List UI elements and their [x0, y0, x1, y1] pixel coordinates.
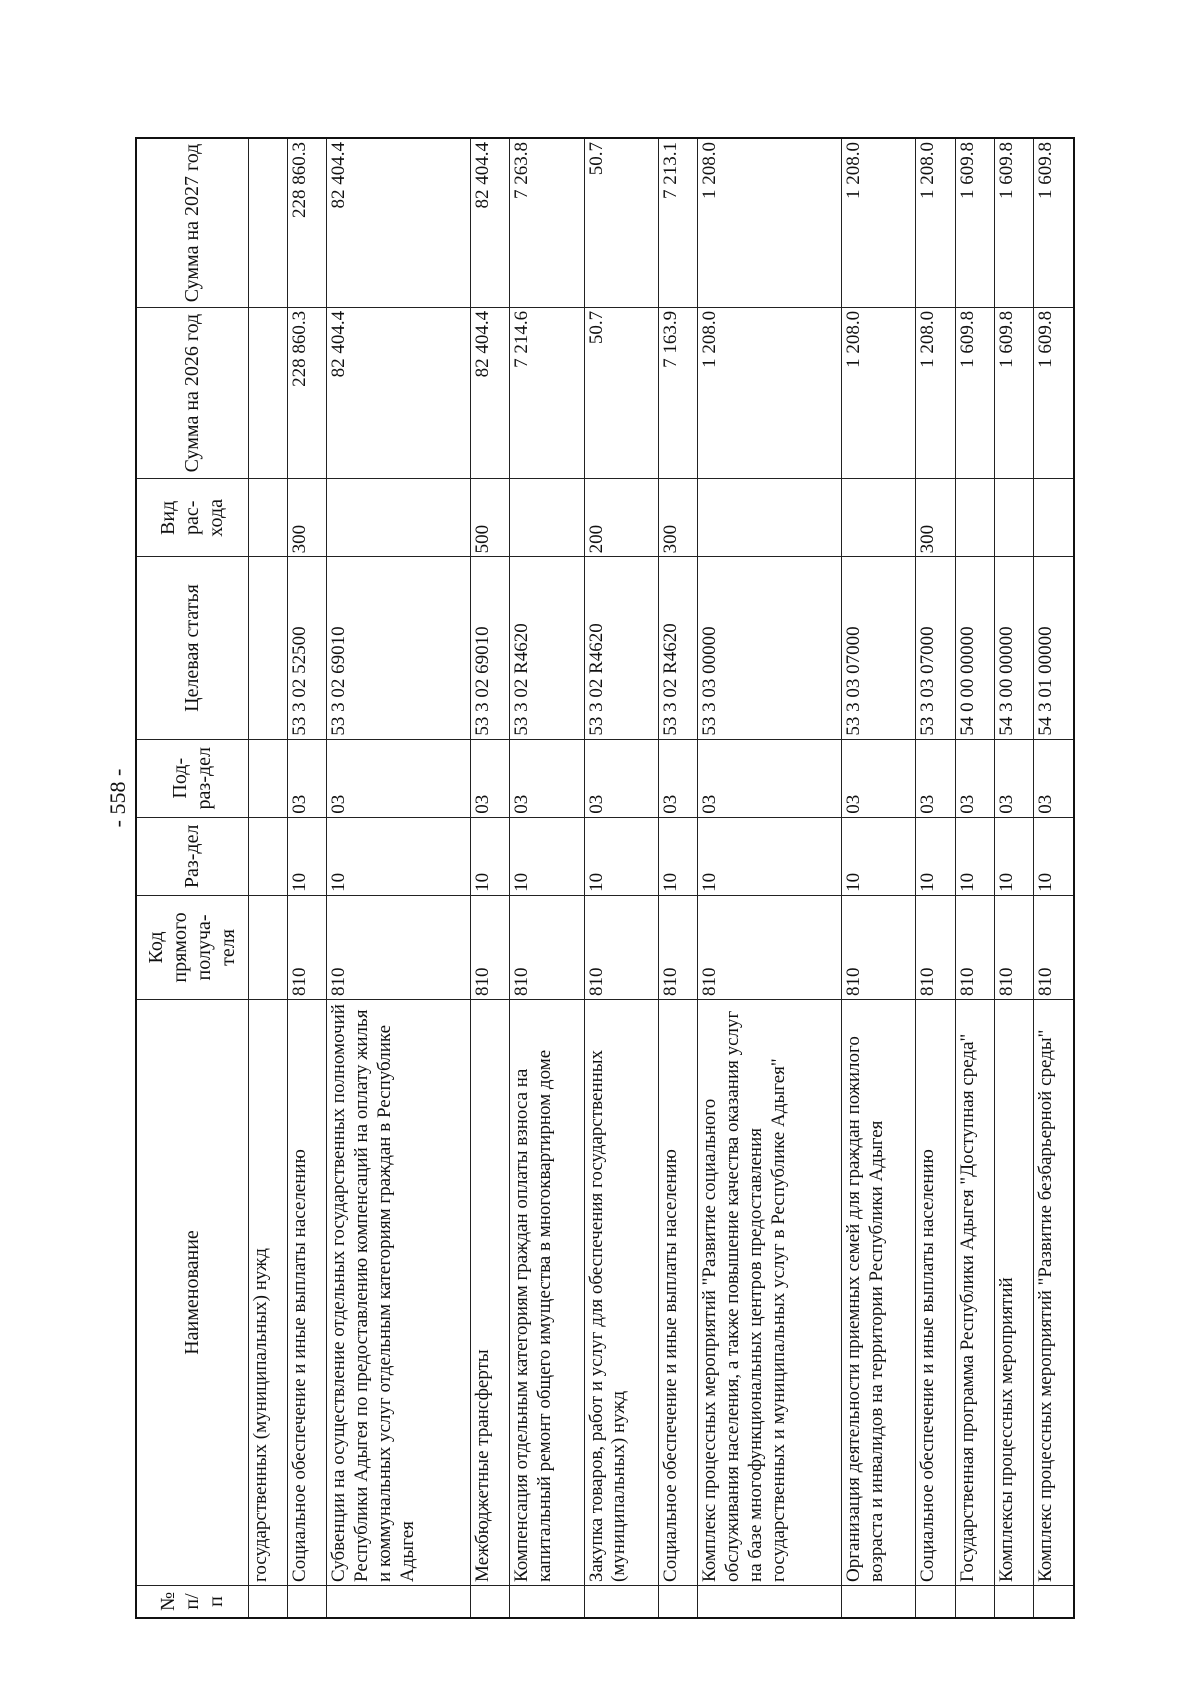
table-row: [1034, 138, 1074, 1618]
header-sum-2027: Сумма на 2027 год: [136, 138, 248, 307]
table-row: [994, 138, 1033, 1618]
row-subsection: 03: [471, 739, 510, 817]
row-section: 10: [916, 817, 955, 895]
row-recipient: 810: [841, 895, 915, 999]
row-sum-2027: 1 208.0: [698, 138, 842, 307]
header-row: [136, 138, 248, 1618]
row-no: [955, 1585, 994, 1618]
row-subsection: 03: [1034, 739, 1074, 817]
page-number: - 558 -: [105, 768, 130, 828]
row-recipient: 810: [510, 895, 584, 999]
row-sum-2026: 50.7: [584, 307, 658, 478]
row-target: 53 3 03 07000: [916, 557, 955, 739]
table-row: [698, 138, 842, 1618]
row-name: Комплекс процессных мероприятий "Развитие социального обслуживания населения, а также повышение качества оказания услуг на базе многофункциональных центров предоставления государственных и муниципальных услуг в Республике Адыгея": [698, 1000, 842, 1586]
row-name: Государственная программа Республики Адыгея "Доступная среда": [955, 1000, 994, 1586]
row-name: Комплекс процессных мероприятий "Развитие безбарьерной среды": [1034, 1000, 1074, 1586]
row-sum-2026: 228 860.3: [287, 307, 326, 478]
row-subsection: 03: [698, 739, 842, 817]
header-no: № п/п: [136, 1585, 248, 1618]
row-name: государственных (муниципальных) нужд: [248, 1000, 287, 1586]
row-no: [327, 1585, 471, 1618]
row-target: 53 3 03 00000: [698, 557, 842, 739]
row-sum-2027: 1 208.0: [916, 138, 955, 307]
table-row: [248, 138, 287, 1618]
row-subsection: 03: [955, 739, 994, 817]
row-sum-2026: 1 609.8: [955, 307, 994, 478]
row-no: [248, 1585, 287, 1618]
row-sum-2026: 1 609.8: [1034, 307, 1074, 478]
row-section: 10: [698, 817, 842, 895]
row-expense: [994, 479, 1033, 557]
row-expense: [841, 479, 915, 557]
row-recipient: 810: [698, 895, 842, 999]
row-subsection: 03: [287, 739, 326, 817]
table-row: [916, 138, 955, 1618]
row-sum-2027: 82 404.4: [327, 138, 471, 307]
row-section: 10: [841, 817, 915, 895]
row-subsection: 03: [994, 739, 1033, 817]
row-expense: [1034, 479, 1074, 557]
row-recipient: 810: [327, 895, 471, 999]
row-sum-2027: 228 860.3: [287, 138, 326, 307]
row-expense: [510, 479, 584, 557]
row-expense: 300: [916, 479, 955, 557]
row-recipient: 810: [287, 895, 326, 999]
table-row: [510, 138, 584, 1618]
row-target: 54 0 00 00000: [955, 557, 994, 739]
row-recipient: 810: [658, 895, 697, 999]
row-sum-2027: 50.7: [584, 138, 658, 307]
row-recipient: 810: [916, 895, 955, 999]
row-subsection: 03: [841, 739, 915, 817]
row-expense: 200: [584, 479, 658, 557]
row-section: [248, 817, 287, 895]
row-section: 10: [994, 817, 1033, 895]
row-no: [916, 1585, 955, 1618]
row-name: Социальное обеспечение и иные выплаты населению: [287, 1000, 326, 1586]
row-target: 53 3 02 R4620: [510, 557, 584, 739]
row-subsection: 03: [327, 739, 471, 817]
row-sum-2027: 82 404.4: [471, 138, 510, 307]
row-name: Закупка товаров, работ и услуг для обеспечения государственных (муниципальных) нужд: [584, 1000, 658, 1586]
table-row: [658, 138, 697, 1618]
row-recipient: 810: [471, 895, 510, 999]
row-sum-2026: 7 214.6: [510, 307, 584, 478]
rotated-page: [135, 137, 1075, 1619]
row-sum-2027: 1 609.8: [955, 138, 994, 307]
row-target: 53 3 02 69010: [327, 557, 471, 739]
row-sum-2027: [248, 138, 287, 307]
row-section: 10: [471, 817, 510, 895]
row-expense: 300: [658, 479, 697, 557]
row-name: Организация деятельности приемных семей для граждан пожилого возраста и инвалидов на территории Республики Адыгея: [841, 1000, 915, 1586]
row-subsection: 03: [916, 739, 955, 817]
row-expense: 500: [471, 479, 510, 557]
row-target: 53 3 02 52500: [287, 557, 326, 739]
row-target: 53 3 02 R4620: [584, 557, 658, 739]
row-recipient: [248, 895, 287, 999]
header-subsection: Под-раз-дел: [136, 739, 248, 817]
row-name: Социальное обеспечение и иные выплаты населению: [916, 1000, 955, 1586]
row-sum-2026: 82 404.4: [471, 307, 510, 478]
row-no: [287, 1585, 326, 1618]
header-target: Целевая статья: [136, 557, 248, 739]
row-section: 10: [955, 817, 994, 895]
row-target: 53 3 03 07000: [841, 557, 915, 739]
row-name: Компенсация отдельным категориям граждан оплаты взноса на капитальный ремонт общего имущества в многоквартирном доме: [510, 1000, 584, 1586]
row-subsection: 03: [510, 739, 584, 817]
row-no: [510, 1585, 584, 1618]
row-recipient: 810: [1034, 895, 1074, 999]
header-sum-2026: Сумма на 2026 год: [136, 307, 248, 478]
table-row: [841, 138, 915, 1618]
row-subsection: 03: [584, 739, 658, 817]
row-no: [1034, 1585, 1074, 1618]
row-section: 10: [658, 817, 697, 895]
row-no: [584, 1585, 658, 1618]
row-sum-2026: [248, 307, 287, 478]
row-section: 10: [327, 817, 471, 895]
row-expense: [248, 479, 287, 557]
row-sum-2027: 1 208.0: [841, 138, 915, 307]
row-subsection: 03: [658, 739, 697, 817]
row-sum-2026: 1 208.0: [916, 307, 955, 478]
row-target: [248, 557, 287, 739]
table-row: [327, 138, 471, 1618]
header-recipient: Код прямого получа-теля: [136, 895, 248, 999]
row-sum-2026: 82 404.4: [327, 307, 471, 478]
table-row: [287, 138, 326, 1618]
header-section: Раз-дел: [136, 817, 248, 895]
row-expense: [327, 479, 471, 557]
row-section: 10: [1034, 817, 1074, 895]
row-sum-2027: 7 213.1: [658, 138, 697, 307]
table-row: [955, 138, 994, 1618]
row-name: Субвенции на осуществление отдельных государственных полномочий Республики Адыгея по предоставлению компенсаций на оплату жилья и коммунальных услуг отдельным категориям граждан в Республике Адыгея: [327, 1000, 471, 1586]
row-no: [698, 1585, 842, 1618]
row-sum-2026: 1 609.8: [994, 307, 1033, 478]
row-expense: [698, 479, 842, 557]
row-sum-2027: 1 609.8: [994, 138, 1033, 307]
row-name: Комплексы процессных мероприятий: [994, 1000, 1033, 1586]
table-row: [471, 138, 510, 1618]
row-sum-2026: 7 163.9: [658, 307, 697, 478]
row-sum-2026: 1 208.0: [698, 307, 842, 478]
budget-table: [135, 137, 1075, 1619]
table-row: [584, 138, 658, 1618]
row-expense: 300: [287, 479, 326, 557]
row-target: 53 3 02 69010: [471, 557, 510, 739]
row-recipient: 810: [994, 895, 1033, 999]
row-name: Социальное обеспечение и иные выплаты населению: [658, 1000, 697, 1586]
row-recipient: 810: [955, 895, 994, 999]
row-sum-2027: 1 609.8: [1034, 138, 1074, 307]
row-recipient: 810: [584, 895, 658, 999]
row-section: 10: [510, 817, 584, 895]
row-section: 10: [287, 817, 326, 895]
header-expense: Вид рас-хода: [136, 479, 248, 557]
row-section: 10: [584, 817, 658, 895]
row-sum-2027: 7 263.8: [510, 138, 584, 307]
row-subsection: [248, 739, 287, 817]
row-expense: [955, 479, 994, 557]
row-target: 53 3 02 R4620: [658, 557, 697, 739]
row-no: [841, 1585, 915, 1618]
row-no: [994, 1585, 1033, 1618]
row-no: [471, 1585, 510, 1618]
row-sum-2026: 1 208.0: [841, 307, 915, 478]
row-name: Межбюджетные трансферты: [471, 1000, 510, 1586]
row-target: 54 3 01 00000: [1034, 557, 1074, 739]
header-name: Наименование: [136, 1000, 248, 1586]
row-no: [658, 1585, 697, 1618]
row-target: 54 3 00 00000: [994, 557, 1033, 739]
